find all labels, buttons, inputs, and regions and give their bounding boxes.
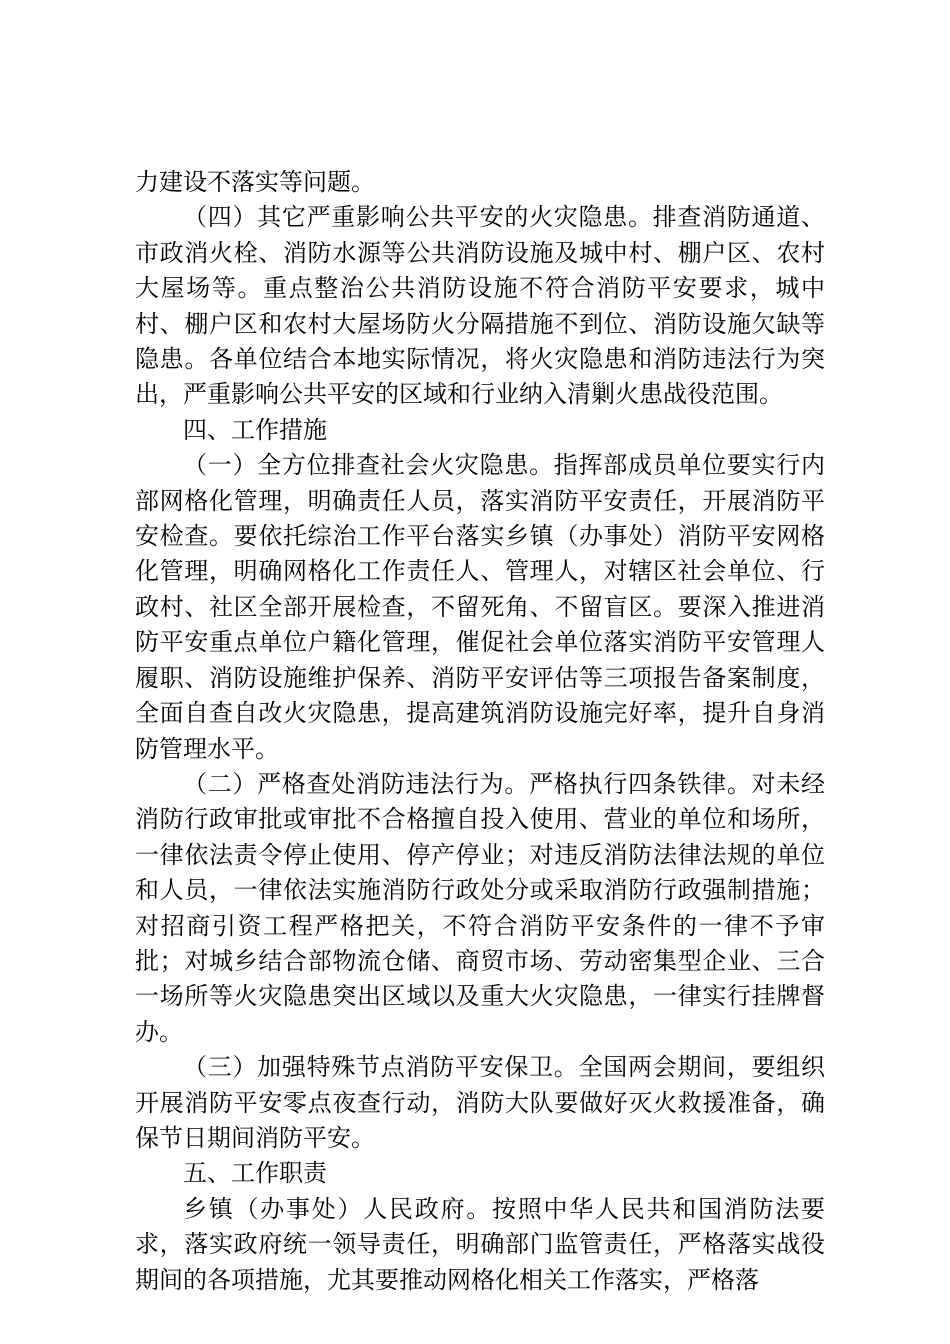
section-heading-work-duties: 五、工作职责: [183, 1159, 327, 1188]
paragraph-measure-1-inspection: （一）全方位排查社会火灾隐患。指挥部成员单位要实行内部网格化管理，明确责任人员，落实消防平安责任，开展消防平安检查。要依托综治工作平台落实乡镇（办事处）消防平安网格化管理，明确网格化工作责任人、管理人，对辖区社会单位、行政村、社区全部开展检查，不留死角、不留盲区。要深入推进消防平安重点单位户籍化管理，催促社会单位落实消防平安管理人履职、消防设施维护保养、消防平安评估等三项报告备案制度，全面自查自改火灾隐患，提高建筑消防设施完好率，提升自身消防管理水平。: [135, 451, 825, 763]
paragraph-continuation: 力建设不落实等问题。: [135, 168, 375, 196]
paragraph-measure-3-special-period: （三）加强特殊节点消防平安保卫。全国两会期间，要组织开展消防平安零点夜查行动，消防大队要做好灭火救援准备，确保节日期间消防平安。: [135, 1053, 825, 1152]
paragraph-measure-2-enforcement: （二）严格查处消防违法行为。严格执行四条铁律。对未经消防行政审批或审批不合格擅自投入使用、营业的单位和场所，一律依法责令停止使用、停产停业；对违反消防法律法规的单位和人员，一律依法实施消防行政处分或采取消防行政强制措施；对招商引资工程严格把关，不符合消防平安条件的一律不予审批；对城乡结合部物流仓储、商贸市场、劳动密集型企业、三合一场所等火灾隐患突出区域以及重大火灾隐患，一律实行挂牌督办。: [135, 769, 825, 1046]
document-body: [135, 165, 825, 1298]
paragraph-duty-township-government: 乡镇（办事处）人民政府。按照中华人民共和国消防法要求，落实政府统一领导责任，明确部门监管责任，严格落实战役期间的各项措施，尤其要推动网格化相关工作落实，严格落: [135, 1194, 825, 1294]
paragraph-item-4-other-hazards: （四）其它严重影响公共平安的火灾隐患。排查消防通道、市政消火栓、消防水源等公共消防设施及城中村、棚户区、农村大屋场等。重点整治公共消防设施不符合消防平安要求，城中村、棚户区和农村大屋场防火分隔措施不到位、消防设施欠缺等隐患。各单位结合本地实际情况，将火灾隐患和消防违法行为突出，严重影响公共平安的区域和行业纳入清剿火患战役范围。: [135, 203, 825, 409]
section-heading-work-measures: 四、工作措施: [183, 415, 327, 444]
